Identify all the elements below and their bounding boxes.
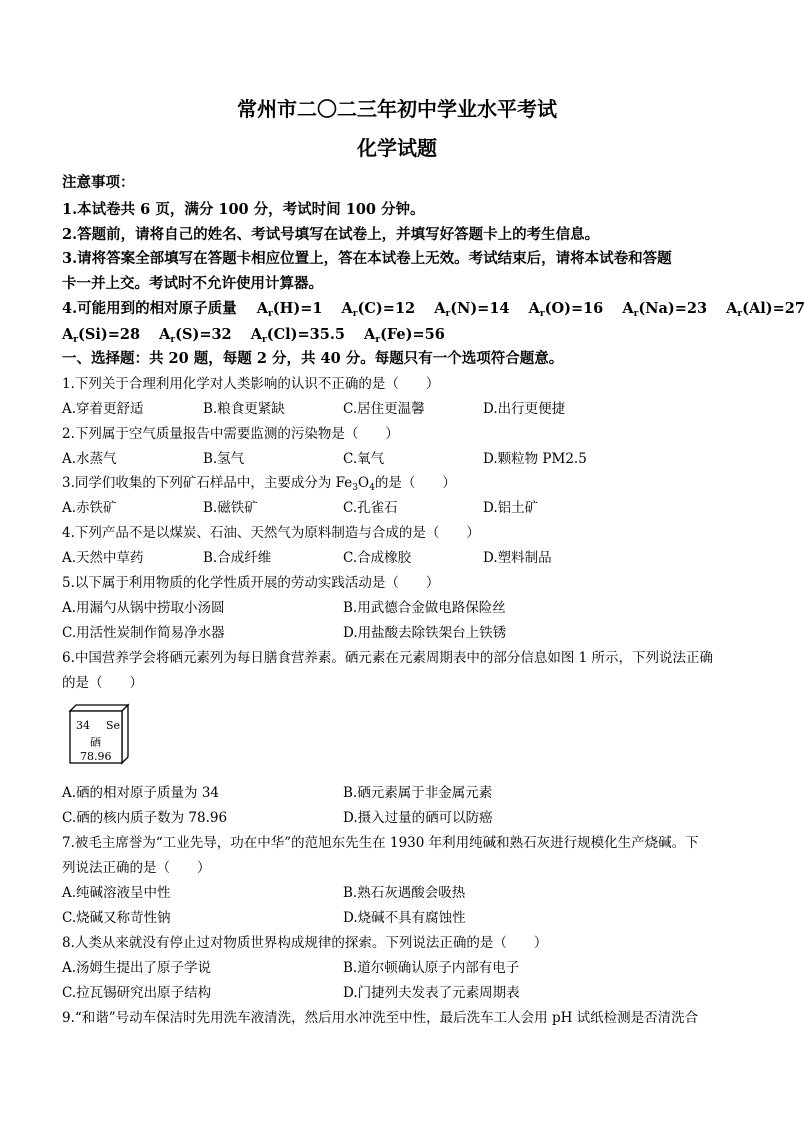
question-stem-line-1: 7.被毛主席誉为“工业先导，功在中华”的范旭东先生在 1930 年利用纯碱和熟石灰进行规模化生产烧碱。下 bbox=[62, 835, 699, 851]
option-d: D.颗粒物 PM2.5 bbox=[483, 451, 587, 467]
option-b: B.熟石灰遇酸会吸热 bbox=[343, 885, 466, 901]
atomic-mass: $A_r(O)=16$ bbox=[528, 300, 604, 319]
notes-heading: 注意事项： bbox=[62, 174, 135, 191]
option-c: C.孔雀石 bbox=[343, 500, 398, 516]
atomic-mass: $A_r(N)=14$ bbox=[434, 300, 510, 319]
question-stem: 9.“和谐”号动车保洁时先用洗车液清洗，然后用水冲洗至中性，最后洗车工人会用 pH 试纸检测是否清洗合 bbox=[62, 1010, 699, 1026]
atomic-mass: $A_r(C)=12$ bbox=[341, 300, 416, 319]
page-subtitle: 化学试题 bbox=[357, 136, 437, 160]
option-a: A.天然中草药 bbox=[62, 550, 144, 566]
option-c: C.合成橡胶 bbox=[343, 550, 412, 566]
option-c: C.居住更温馨 bbox=[343, 401, 425, 417]
option-a: A.赤铁矿 bbox=[62, 500, 117, 516]
option-b: B.粮食更紧缺 bbox=[203, 401, 285, 417]
note-2: 2.答题前，请将自己的姓名、考试号填写在试卷上，并填写好答题卡上的考生信息。 bbox=[62, 226, 600, 243]
question-stem: 5.以下属于利用物质的化学性质开展的劳动实践活动是（ ） bbox=[62, 575, 440, 591]
option-c: C.氧气 bbox=[343, 451, 385, 467]
atomic-mass: $A_r(Al)=27$ bbox=[726, 300, 805, 319]
atomic-mass: $A_r(S)=32$ bbox=[159, 326, 232, 345]
question-stem: 2.下列属于空气质量报告中需要监测的污染物是（ ） bbox=[62, 426, 399, 442]
note-4-line-1 bbox=[62, 300, 805, 319]
note-3-line-1: 3.请将答案全部填写在答题卡相应位置上，答在本试卷上无效。考试结束后，请将本试卷和答题 bbox=[62, 250, 672, 267]
option-b: B.磁铁矿 bbox=[203, 500, 258, 516]
option-b: B.用武德合金做电路保险丝 bbox=[343, 600, 506, 616]
atomic-mass: $A_r(H)=1$ bbox=[256, 300, 323, 319]
option-a: A.穿着更舒适 bbox=[62, 401, 144, 417]
option-d: D.摄入过量的硒可以防癌 bbox=[343, 810, 493, 826]
element-name: 硒 bbox=[90, 736, 101, 749]
option-c: C.用活性炭制作简易净水器 bbox=[62, 625, 225, 641]
question-stem: 1.下列关于合理利用化学对人类影响的认识不正确的是（ ） bbox=[62, 376, 440, 392]
page-title: 常州市二〇二三年初中学业水平考试 bbox=[237, 97, 557, 121]
atomic-number: 34 bbox=[76, 719, 90, 732]
option-a: A.水蒸气 bbox=[62, 451, 117, 467]
option-d: D.门捷列夫发表了元素周期表 bbox=[343, 985, 520, 1001]
periodic-table-cell bbox=[66, 703, 130, 765]
option-d: D.用盐酸去除铁架台上铁锈 bbox=[343, 625, 507, 641]
option-c: C.拉瓦锡研究出原子结构 bbox=[62, 985, 212, 1001]
option-a: A.汤姆生提出了原子学说 bbox=[62, 960, 212, 976]
question-stem-line-1: 6.中国营养学会将硒元素列为每日膳食营养素。硒元素在元素周期表中的部分信息如图 1 所示，下列说法正确 bbox=[62, 650, 714, 666]
element-symbol: Se bbox=[106, 719, 121, 732]
question-stem-line-2: 的是（ ） bbox=[62, 675, 143, 691]
atomic-mass: $A_r(Si)=28$ bbox=[62, 326, 141, 345]
atomic-mass: $A_r(Fe)=56$ bbox=[364, 326, 445, 345]
option-a: A.硒的相对原子质量为 34 bbox=[62, 785, 220, 801]
option-a: A.纯碱溶液呈中性 bbox=[62, 885, 171, 901]
option-d: D.出行更便捷 bbox=[483, 401, 566, 417]
question-stem-line-2: 列说法正确的是（ ） bbox=[62, 860, 211, 876]
note-1: 1.本试卷共 6 页，满分 100 分，考试时间 100 分钟。 bbox=[62, 201, 425, 218]
section-heading: 一、选择题：共 20 题，每题 2 分，共 40 分。每题只有一个选项符合题意。 bbox=[62, 350, 564, 367]
option-c: C.烧碱又称苛性钠 bbox=[62, 910, 171, 926]
question-stem: 3.同学们收集的下列矿石样品中，主要成分为 $Fe_3O_4$的是（ ） bbox=[62, 475, 456, 493]
note-3-line-2: 卡一并上交。考试时不允许使用计算器。 bbox=[62, 275, 323, 292]
note-4-prefix: 4.可能用到的相对原子质量 bbox=[62, 300, 237, 317]
atomic-mass-value: 78.96 bbox=[80, 750, 112, 763]
option-b: B.氢气 bbox=[203, 451, 245, 467]
option-b: B.硒元素属于非金属元素 bbox=[343, 785, 493, 801]
option-c: C.硒的核内质子数为 78.96 bbox=[62, 810, 228, 826]
atomic-mass: $A_r(Cl)=35.5$ bbox=[250, 326, 345, 345]
note-4-line-2 bbox=[62, 326, 732, 344]
question-stem: 8.人类从来就没有停止过对物质世界构成规律的探索。下列说法正确的是（ ） bbox=[62, 935, 548, 951]
option-b: B.道尔顿确认原子内部有电子 bbox=[343, 960, 520, 976]
option-d: D.铝土矿 bbox=[483, 500, 539, 516]
option-a: A.用漏勺从锅中捞取小汤圆 bbox=[62, 600, 225, 616]
option-d: D.烧碱不具有腐蚀性 bbox=[343, 910, 466, 926]
question-stem: 4.下列产品不是以煤炭、石油、天然气为原料制造与合成的是（ ） bbox=[62, 525, 480, 541]
option-d: D.塑料制品 bbox=[483, 550, 552, 566]
option-b: B.合成纤维 bbox=[203, 550, 272, 566]
atomic-mass: $A_r(Na)=23$ bbox=[622, 300, 708, 319]
